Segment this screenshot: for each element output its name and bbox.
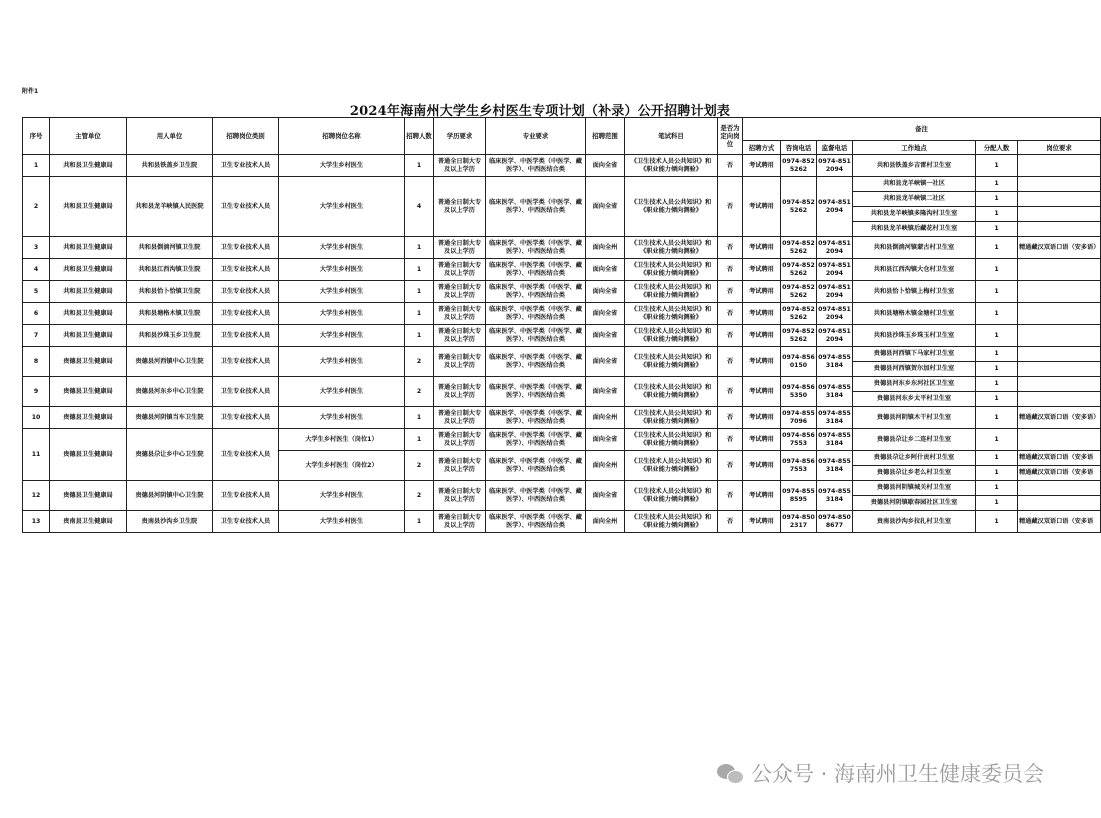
cell-supervise: 0974-8512094 [817,155,853,177]
header-location: 工作地点 [853,141,976,155]
cell-allot: 1 [976,192,1018,207]
recruitment-table [22,117,1101,533]
cell-req [1018,222,1101,237]
cell-location: 共和县龙羊峡镇一社区 [853,177,976,192]
cell-location: 共和县江西沟镇大仓村卫生室 [853,259,976,281]
cell-scope: 面向全省 [586,259,625,281]
cell-location: 贵德县尕让乡阿什贡村卫生室 [853,451,976,466]
cell-position: 大学生乡村医生 [279,259,405,281]
header-allot: 分配人数 [976,141,1018,155]
cell-req [1018,347,1101,362]
cell-category: 卫生专业技术人员 [213,347,279,377]
cell-count: 1 [405,511,434,533]
cell-education: 普通全日制大专及以上学历 [434,259,486,281]
cell-position: 大学生乡村医生 [279,347,405,377]
cell-employer: 共和县沙珠玉乡卫生院 [127,325,213,347]
cell-location: 贵德县河东乡东河社区卫生室 [853,377,976,392]
wechat-icon [717,762,743,784]
cell-exam: 《卫生技术人员公共知识》和《职业能力倾向测验》 [625,325,718,347]
cell-count: 1 [405,303,434,325]
watermark-text: 公众号 · 海南州卫生健康委员会 [750,762,1044,786]
cell-supervise: 0974-8512094 [817,237,853,259]
cell-method: 考试聘用 [743,237,781,259]
cell-location: 贵德县河阴镇城关村卫生室 [853,481,976,496]
cell-supervise: 0974-8512094 [817,177,853,237]
table-row [23,481,1101,496]
cell-category: 卫生专业技术人员 [213,155,279,177]
cell-employer: 贵德县河阴镇当车卫生院 [127,407,213,429]
cell-employer: 共和县恰卜恰镇卫生院 [127,281,213,303]
cell-location: 贵德县尕让乡二连村卫生室 [853,429,976,451]
cell-dept: 贵南县卫生健康局 [50,511,127,533]
cell-location: 共和县铁盖乡吉雷村卫生室 [853,155,976,177]
cell-allot: 1 [976,407,1018,429]
cell-directed: 否 [718,155,743,177]
cell-major: 临床医学、中医学类（中医学、藏医学）、中西医结合类 [486,481,586,511]
cell-dept: 共和县卫生健康局 [50,155,127,177]
cell-major: 临床医学、中医学类（中医学、藏医学）、中西医结合类 [486,451,586,481]
cell-major: 临床医学、中医学类（中医学、藏医学）、中西医结合类 [486,377,586,407]
cell-education: 普通全日制大专及以上学历 [434,347,486,377]
cell-dept: 共和县卫生健康局 [50,303,127,325]
cell-major: 临床医学、中医学类（中医学、藏医学）、中西医结合类 [486,237,586,259]
cell-education: 普通全日制大专及以上学历 [434,511,486,533]
cell-req [1018,496,1101,511]
cell-location: 共和县龙羊峡镇多隆沟村卫生室 [853,207,976,222]
cell-req [1018,259,1101,281]
cell-category: 卫生专业技术人员 [213,237,279,259]
table-row [23,347,1101,362]
cell-method: 考试聘用 [743,177,781,237]
cell-supervise: 0974-8553184 [817,347,853,377]
cell-location: 贵德县河东乡太平村卫生室 [853,392,976,407]
cell-directed: 否 [718,481,743,511]
cell-location: 共和县龙羊峡镇二社区 [853,192,976,207]
cell-allot: 1 [976,303,1018,325]
cell-directed: 否 [718,451,743,481]
cell-directed: 否 [718,347,743,377]
cell-dept: 共和县卫生健康局 [50,281,127,303]
table-row [23,325,1101,347]
cell-method: 考试聘用 [743,481,781,511]
cell-allot: 1 [976,155,1018,177]
cell-method: 考试聘用 [743,325,781,347]
cell-consult: 0974-8560150 [781,347,817,377]
cell-employer: 共和县塘格木镇卫生院 [127,303,213,325]
cell-dept: 贵德县卫生健康局 [50,407,127,429]
cell-method: 考试聘用 [743,281,781,303]
table-row [23,407,1101,429]
cell-major: 临床医学、中医学类（中医学、藏医学）、中西医结合类 [486,281,586,303]
cell-exam: 《卫生技术人员公共知识》和《职业能力倾向测验》 [625,511,718,533]
cell-scope: 面向全省 [586,303,625,325]
cell-method: 考试聘用 [743,259,781,281]
cell-count: 1 [405,325,434,347]
cell-major: 临床医学、中医学类（中医学、藏医学）、中西医结合类 [486,303,586,325]
cell-exam: 《卫生技术人员公共知识》和《职业能力倾向测验》 [625,429,718,451]
cell-position: 大学生乡村医生 [279,377,405,407]
cell-supervise: 0974-8512094 [817,281,853,303]
cell-req [1018,177,1101,192]
header-seq: 序号 [23,118,50,155]
cell-exam: 《卫生技术人员公共知识》和《职业能力倾向测验》 [625,377,718,407]
cell-employer: 贵德县河西镇中心卫生院 [127,347,213,377]
cell-supervise: 0974-8512094 [817,303,853,325]
cell-education: 普通全日制大专及以上学历 [434,481,486,511]
cell-count: 1 [405,429,434,451]
cell-category: 卫生专业技术人员 [213,303,279,325]
cell-position: 大学生乡村医生 [279,237,405,259]
table-row [23,155,1101,177]
cell-count: 1 [405,281,434,303]
cell-location: 贵德县河阴镇歇春园社区卫生室 [853,496,976,511]
cell-location: 贵德县河阴镇木干村卫生室 [853,407,976,429]
cell-allot: 1 [976,222,1018,237]
watermark [717,758,1044,788]
cell-major: 临床医学、中医学类（中医学、藏医学）、中西医结合类 [486,155,586,177]
cell-position: 大学生乡村医生（岗位2） [279,451,405,481]
cell-education: 普通全日制大专及以上学历 [434,407,486,429]
cell-category: 卫生专业技术人员 [213,325,279,347]
cell-seq: 8 [23,347,50,377]
table-row [23,429,1101,451]
cell-major: 临床医学、中医学类（中医学、藏医学）、中西医结合类 [486,177,586,237]
cell-method: 考试聘用 [743,377,781,407]
header-dept: 主管单位 [50,118,127,155]
cell-consult: 0974-8525262 [781,281,817,303]
cell-education: 普通全日制大专及以上学历 [434,429,486,451]
cell-req [1018,392,1101,407]
cell-directed: 否 [718,511,743,533]
cell-seq: 3 [23,237,50,259]
cell-allot: 1 [976,429,1018,451]
cell-dept: 共和县卫生健康局 [50,237,127,259]
cell-consult: 0974-8557096 [781,407,817,429]
cell-count: 4 [405,177,434,237]
cell-location: 贵德县尕让乡老么村卫生室 [853,466,976,481]
header-position: 招聘岗位名称 [279,118,405,155]
cell-consult: 0974-8525262 [781,177,817,237]
cell-exam: 《卫生技术人员公共知识》和《职业能力倾向测验》 [625,347,718,377]
cell-allot: 1 [976,362,1018,377]
cell-major: 临床医学、中医学类（中医学、藏医学）、中西医结合类 [486,325,586,347]
cell-allot: 1 [976,451,1018,466]
cell-supervise: 0974-8553184 [817,451,853,481]
cell-dept: 贵德县卫生健康局 [50,429,127,481]
cell-consult: 0974-8525262 [781,259,817,281]
attachment-label: 附件1 [22,88,39,95]
cell-exam: 《卫生技术人员公共知识》和《职业能力倾向测验》 [625,259,718,281]
cell-exam: 《卫生技术人员公共知识》和《职业能力倾向测验》 [625,451,718,481]
cell-dept: 共和县卫生健康局 [50,177,127,237]
cell-directed: 否 [718,259,743,281]
cell-seq: 5 [23,281,50,303]
cell-method: 考试聘用 [743,511,781,533]
cell-allot: 1 [976,207,1018,222]
cell-seq: 9 [23,377,50,407]
cell-position: 大学生乡村医生 [279,325,405,347]
cell-employer: 贵南县沙沟乡卫生院 [127,511,213,533]
header-method: 招聘方式 [743,141,781,155]
cell-consult: 0974-8567553 [781,429,817,451]
header-scope: 招聘范围 [586,118,625,155]
table-row [23,259,1101,281]
cell-consult: 0974-8558595 [781,481,817,511]
cell-req [1018,155,1101,177]
cell-consult: 0974-8502317 [781,511,817,533]
cell-count: 1 [405,155,434,177]
cell-seq: 12 [23,481,50,511]
cell-seq: 4 [23,259,50,281]
header-directed: 是否为定向岗位 [718,118,743,155]
cell-employer: 共和县龙羊峡镇人民医院 [127,177,213,237]
cell-employer: 贵德县河东乡中心卫生院 [127,377,213,407]
cell-req [1018,281,1101,303]
cell-scope: 面向全州 [586,451,625,481]
header-category: 招聘岗位类别 [213,118,279,155]
cell-allot: 1 [976,392,1018,407]
cell-consult: 0974-8525262 [781,237,817,259]
cell-allot: 1 [976,347,1018,362]
cell-category: 卫生专业技术人员 [213,377,279,407]
cell-location: 共和县沙珠玉乡珠玉村卫生室 [853,325,976,347]
header-req: 岗位要求 [1018,141,1101,155]
cell-count: 1 [405,237,434,259]
cell-seq: 7 [23,325,50,347]
cell-education: 普通全日制大专及以上学历 [434,281,486,303]
cell-allot: 1 [976,259,1018,281]
header-consult: 咨询电话 [781,141,817,155]
cell-directed: 否 [718,325,743,347]
cell-education: 普通全日制大专及以上学历 [434,451,486,481]
cell-req [1018,481,1101,496]
cell-allot: 1 [976,496,1018,511]
cell-location: 贵南县沙沟乡拉扎村卫生室 [853,511,976,533]
header-exam: 笔试科目 [625,118,718,155]
cell-count: 2 [405,377,434,407]
cell-supervise: 0974-8508677 [817,511,853,533]
table-row [23,237,1101,259]
cell-directed: 否 [718,303,743,325]
cell-count: 2 [405,347,434,377]
cell-dept: 贵德县卫生健康局 [50,377,127,407]
cell-req [1018,429,1101,451]
cell-category: 卫生专业技术人员 [213,281,279,303]
cell-directed: 否 [718,281,743,303]
table-row [23,377,1101,392]
cell-major: 临床医学、中医学类（中医学、藏医学）、中西医结合类 [486,407,586,429]
cell-location: 共和县恰卜恰镇上梅村卫生室 [853,281,976,303]
cell-category: 卫生专业技术人员 [213,259,279,281]
cell-dept: 共和县卫生健康局 [50,259,127,281]
header-row [23,118,1101,141]
cell-exam: 《卫生技术人员公共知识》和《职业能力倾向测验》 [625,407,718,429]
cell-allot: 1 [976,481,1018,496]
cell-count: 1 [405,407,434,429]
cell-education: 普通全日制大专及以上学历 [434,237,486,259]
header-employer: 用人单位 [127,118,213,155]
cell-location: 共和县龙羊峡镇后藏花村卫生室 [853,222,976,237]
cell-seq: 11 [23,429,50,481]
cell-directed: 否 [718,429,743,451]
cell-req [1018,377,1101,392]
cell-supervise: 0974-8553184 [817,377,853,407]
cell-method: 考试聘用 [743,155,781,177]
cell-req [1018,192,1101,207]
cell-employer: 共和县铁盖乡卫生院 [127,155,213,177]
cell-supervise: 0974-8553184 [817,407,853,429]
header-major: 专业要求 [486,118,586,155]
cell-major: 临床医学、中医学类（中医学、藏医学）、中西医结合类 [486,511,586,533]
cell-seq: 10 [23,407,50,429]
cell-allot: 1 [976,377,1018,392]
cell-scope: 面向全州 [586,407,625,429]
cell-scope: 面向全省 [586,429,625,451]
table-row [23,511,1101,533]
header-supervise: 监督电话 [817,141,853,155]
cell-scope: 面向全省 [586,281,625,303]
cell-major: 临床医学、中医学类（中医学、藏医学）、中西医结合类 [486,429,586,451]
cell-scope: 面向全省 [586,347,625,377]
cell-exam: 《卫生技术人员公共知识》和《职业能力倾向测验》 [625,155,718,177]
cell-exam: 《卫生技术人员公共知识》和《职业能力倾向测验》 [625,177,718,237]
cell-employer: 共和县倒淌河镇卫生院 [127,237,213,259]
cell-education: 普通全日制大专及以上学历 [434,155,486,177]
cell-allot: 1 [976,511,1018,533]
table-row [23,281,1101,303]
cell-req: 精通藏汉双语口语（安多语 [1018,451,1101,466]
cell-scope: 面向全州 [586,237,625,259]
cell-major: 临床医学、中医学类（中医学、藏医学）、中西医结合类 [486,347,586,377]
cell-method: 考试聘用 [743,429,781,451]
table-body [23,155,1101,533]
cell-req [1018,207,1101,222]
cell-category: 卫生专业技术人员 [213,481,279,511]
cell-directed: 否 [718,177,743,237]
cell-employer: 共和县江西沟镇卫生院 [127,259,213,281]
cell-education: 普通全日制大专及以上学历 [434,325,486,347]
cell-scope: 面向全省 [586,325,625,347]
cell-seq: 13 [23,511,50,533]
cell-location: 贵德县河西镇下马家村卫生室 [853,347,976,362]
cell-method: 考试聘用 [743,303,781,325]
cell-position: 大学生乡村医生 [279,407,405,429]
cell-category: 卫生专业技术人员 [213,511,279,533]
cell-employer: 贵德县河阴镇中心卫生院 [127,481,213,511]
cell-req [1018,362,1101,377]
cell-location: 贵德县河西镇贺尔加村卫生室 [853,362,976,377]
cell-exam: 《卫生技术人员公共知识》和《职业能力倾向测验》 [625,281,718,303]
cell-method: 考试聘用 [743,407,781,429]
cell-dept: 共和县卫生健康局 [50,325,127,347]
table-row [23,303,1101,325]
cell-allot: 1 [976,325,1018,347]
cell-method: 考试聘用 [743,347,781,377]
cell-scope: 面向全省 [586,155,625,177]
cell-scope: 面向全州 [586,511,625,533]
cell-category: 卫生专业技术人员 [213,177,279,237]
cell-supervise: 0974-8553184 [817,429,853,451]
cell-seq: 2 [23,177,50,237]
header-education: 学历要求 [434,118,486,155]
cell-position: 大学生乡村医生（岗位1） [279,429,405,451]
cell-req [1018,325,1101,347]
cell-consult: 0974-8565350 [781,377,817,407]
cell-exam: 《卫生技术人员公共知识》和《职业能力倾向测验》 [625,481,718,511]
cell-position: 大学生乡村医生 [279,511,405,533]
cell-consult: 0974-8525262 [781,325,817,347]
cell-education: 普通全日制大专及以上学历 [434,377,486,407]
cell-dept: 贵德县卫生健康局 [50,481,127,511]
cell-supervise: 0974-8553184 [817,481,853,511]
page-title: 2024年海南州大学生乡村医生专项计划（补录）公开招聘计划表 [349,104,731,119]
cell-location: 共和县倒淌河镇蒙古村卫生室 [853,237,976,259]
cell-req: 精通藏汉双语口语（安多语 [1018,466,1101,481]
cell-seq: 1 [23,155,50,177]
cell-allot: 1 [976,466,1018,481]
cell-consult: 0974-8525262 [781,303,817,325]
cell-exam: 《卫生技术人员公共知识》和《职业能力倾向测验》 [625,237,718,259]
cell-allot: 1 [976,281,1018,303]
cell-req: 精通藏汉双语口语（安多语） [1018,237,1101,259]
cell-directed: 否 [718,407,743,429]
cell-major: 临床医学、中医学类（中医学、藏医学）、中西医结合类 [486,259,586,281]
cell-exam: 《卫生技术人员公共知识》和《职业能力倾向测验》 [625,303,718,325]
cell-position: 大学生乡村医生 [279,155,405,177]
cell-seq: 6 [23,303,50,325]
header-remarks: 备注 [743,118,1101,141]
cell-allot: 1 [976,177,1018,192]
cell-category: 卫生专业技术人员 [213,407,279,429]
cell-req: 精通藏汉双语口语（安多语） [1018,407,1101,429]
cell-scope: 面向全省 [586,481,625,511]
cell-count: 2 [405,481,434,511]
cell-directed: 否 [718,237,743,259]
cell-supervise: 0974-8512094 [817,325,853,347]
cell-directed: 否 [718,377,743,407]
cell-dept: 贵德县卫生健康局 [50,347,127,377]
cell-position: 大学生乡村医生 [279,303,405,325]
header-count: 招聘人数 [405,118,434,155]
cell-location: 共和县塘格木镇金塘村卫生室 [853,303,976,325]
cell-req [1018,303,1101,325]
cell-position: 大学生乡村医生 [279,481,405,511]
cell-education: 普通全日制大专及以上学历 [434,303,486,325]
cell-method: 考试聘用 [743,451,781,481]
cell-position: 大学生乡村医生 [279,177,405,237]
cell-scope: 面向全省 [586,377,625,407]
cell-scope: 面向全省 [586,177,625,237]
cell-allot: 1 [976,237,1018,259]
cell-consult: 0974-8525262 [781,155,817,177]
cell-category: 卫生专业技术人员 [213,429,279,481]
table-row [23,177,1101,192]
cell-consult: 0974-8567553 [781,451,817,481]
cell-req: 精通藏汉双语口语（安多语 [1018,511,1101,533]
cell-count: 2 [405,451,434,481]
cell-education: 普通全日制大专及以上学历 [434,177,486,237]
cell-count: 1 [405,259,434,281]
cell-position: 大学生乡村医生 [279,281,405,303]
cell-supervise: 0974-8512094 [817,259,853,281]
cell-employer: 贵德县尕让乡中心卫生院 [127,429,213,481]
